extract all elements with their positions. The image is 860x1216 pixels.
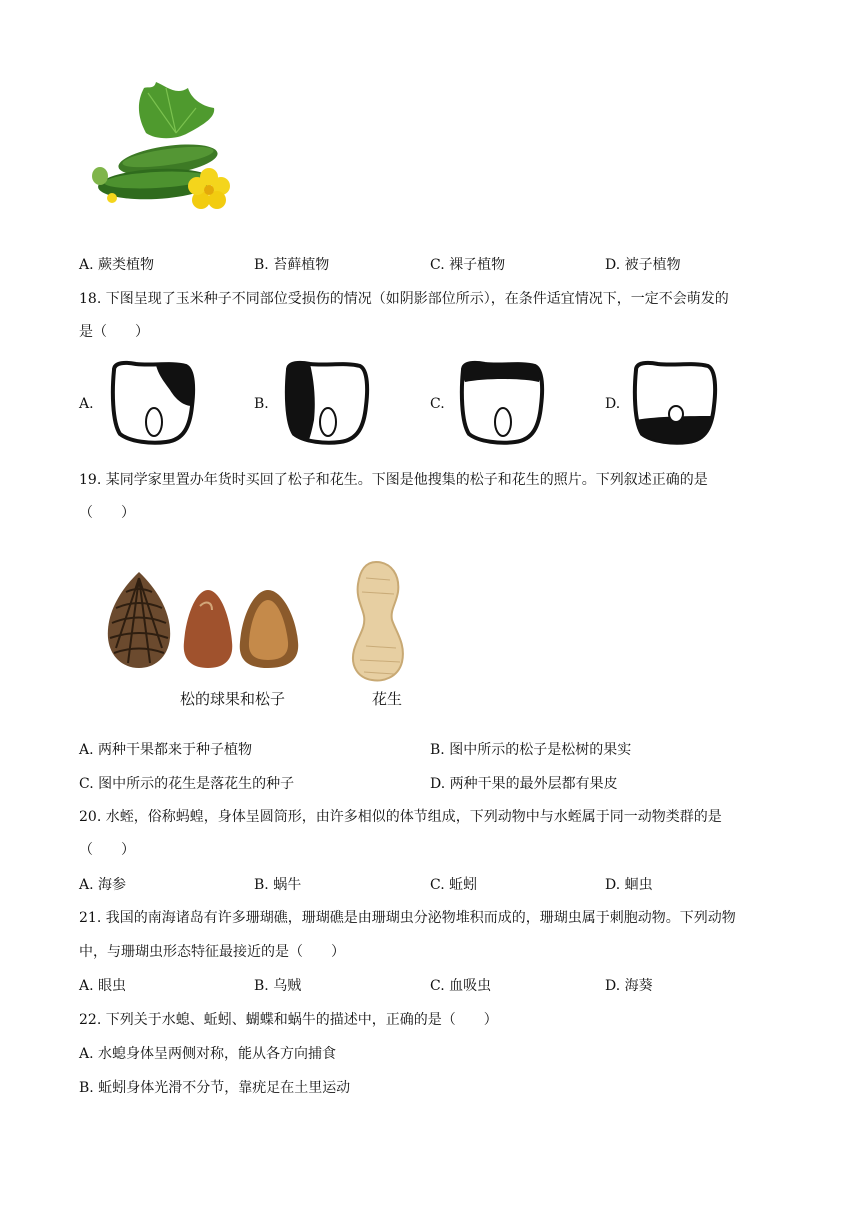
pine-nut-image	[182, 586, 300, 670]
q21-option-a[interactable]: A. 眼虫	[79, 978, 127, 994]
q18-stem-line2: 是（ ）	[79, 324, 149, 340]
q20-option-b[interactable]: B. 蜗牛	[254, 877, 302, 893]
q17-option-c[interactable]: C. 裸子植物	[430, 257, 506, 273]
pine-cone-image	[98, 568, 180, 672]
peanut-image	[346, 558, 410, 684]
q22-stem-line1: 22. 下列关于水螅、蚯蚓、蝴蝶和蜗牛的描述中，正确的是（ ）	[79, 1012, 498, 1028]
q18-stem-line1: 18. 下图呈现了玉米种子不同部位受损伤的情况（如阴影部位所示），在条件适宜情况下，一定不会萌发的	[79, 291, 729, 307]
q17-option-a[interactable]: A. 蕨类植物	[79, 257, 155, 273]
q22-option-b[interactable]: B. 蚯蚓身体光滑不分节，靠疣足在土里运动	[79, 1080, 351, 1096]
q20-option-d[interactable]: D. 蛔虫	[605, 877, 653, 893]
caption-peanut: 花生	[372, 690, 403, 708]
q21-option-c[interactable]: C. 血吸虫	[430, 978, 492, 994]
corn-seed-c-image	[455, 360, 547, 446]
corn-seed-d-image	[628, 360, 720, 446]
q19-stem-line2: （ ）	[79, 505, 135, 521]
caption-pine: 松的球果和松子	[180, 690, 286, 708]
q20-option-a[interactable]: A. 海参	[79, 877, 127, 893]
q19-stem-line1: 19. 某同学家里置办年货时买回了松子和花生。下图是他搜集的松子和花生的照片。下列叙述正确的是	[79, 472, 708, 488]
q19-option-b[interactable]: B. 图中所示的松子是松树的果实	[430, 742, 632, 758]
q22-option-a[interactable]: A. 水螅身体呈两侧对称，能从各方向捕食	[79, 1046, 337, 1062]
corn-seed-b-image	[280, 360, 372, 446]
q18-label-c[interactable]: C.	[430, 396, 445, 412]
q18-label-d[interactable]: D.	[605, 396, 621, 412]
q21-stem-line1: 21. 我国的南海诸岛有许多珊瑚礁，珊瑚礁是由珊瑚虫分泌物堆积而成的，珊瑚虫属于刺胞动物。下列动物	[79, 910, 736, 926]
q19-option-a[interactable]: A. 两种干果都来于种子植物	[79, 742, 253, 758]
q21-option-d[interactable]: D. 海葵	[605, 978, 653, 994]
cucumber-image	[76, 78, 241, 218]
q18-label-a[interactable]: A.	[79, 396, 94, 412]
q21-option-b[interactable]: B. 乌贼	[254, 978, 302, 994]
q17-option-d[interactable]: D. 被子植物	[605, 257, 681, 273]
q18-label-b[interactable]: B.	[254, 396, 269, 412]
q20-stem-line1: 20. 水蛭，俗称蚂蝗，身体呈圆筒形，由许多相似的体节组成，下列动物中与水蛭属于同一动物类群的是	[79, 809, 722, 825]
q19-option-d[interactable]: D. 两种干果的最外层都有果皮	[430, 776, 618, 792]
q17-option-b[interactable]: B. 苔藓植物	[254, 257, 330, 273]
q21-stem-line2: 中，与珊瑚虫形态特征最接近的是（ ）	[79, 944, 345, 960]
corn-seed-a-image	[106, 360, 198, 446]
q20-stem-line2: （ ）	[79, 842, 135, 858]
q20-option-c[interactable]: C. 蚯蚓	[430, 877, 478, 893]
q19-option-c[interactable]: C. 图中所示的花生是落花生的种子	[79, 776, 295, 792]
